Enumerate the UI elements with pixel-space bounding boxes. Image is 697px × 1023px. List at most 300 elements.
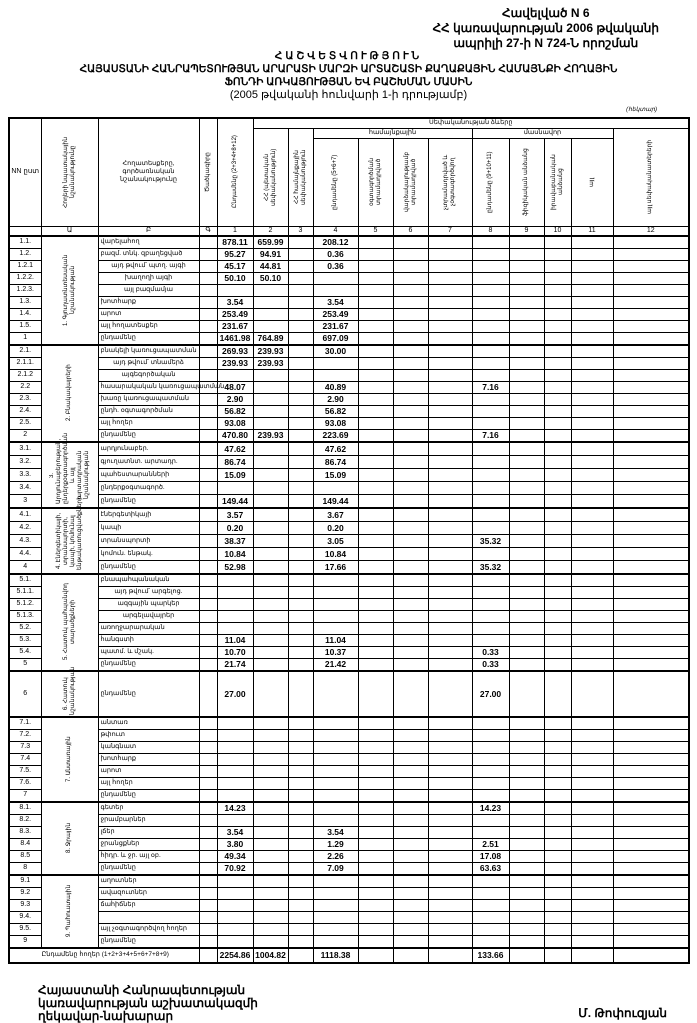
value-col-4: [313, 814, 358, 826]
signer-name: Մ. Թոփուզյան: [578, 1006, 667, 1020]
value-col-9: [509, 534, 544, 547]
grand-total-col-12: [613, 948, 689, 963]
value-col-10: [544, 899, 571, 911]
value-col-11: [571, 574, 613, 587]
value-col-7: [428, 481, 472, 494]
value-col-11: [571, 789, 613, 802]
value-col-11: [571, 753, 613, 765]
column-number: 6: [393, 226, 428, 236]
value-col-8: [472, 789, 509, 802]
value-col-10: [544, 574, 571, 587]
value-col-2: [253, 468, 288, 481]
value-col-3: [288, 236, 313, 249]
value-col-4: [313, 284, 358, 296]
value-col-6: [393, 308, 428, 320]
value-col-12: [613, 455, 689, 468]
header-private: մասնավոր: [472, 128, 613, 138]
value-col-12: [613, 717, 689, 730]
value-col-1: [217, 574, 253, 587]
value-col-8: [472, 547, 509, 560]
value-col-6: [393, 332, 428, 345]
land-type-name: կանգնատ: [98, 741, 199, 753]
value-col-10: [544, 777, 571, 789]
value-col-1: [217, 899, 253, 911]
row-number: 9.1: [9, 875, 41, 888]
section-label-text: 2. Բնակավայրերի: [66, 364, 72, 422]
value-col-5: [358, 547, 393, 560]
value-col-10: [544, 646, 571, 658]
value-col-9: [509, 646, 544, 658]
value-col-2: 239.93: [253, 345, 288, 358]
header-c12: այլ սեփականատերերի: [613, 128, 689, 226]
value-col-8: [472, 899, 509, 911]
value-col-8: [472, 417, 509, 429]
value-col-12: [613, 547, 689, 560]
value-col-11: [571, 765, 613, 777]
value-col-8: [472, 729, 509, 741]
code-cell: [199, 260, 217, 272]
land-type-name: պատմ. և մշակ.: [98, 646, 199, 658]
land-type-name: խաղողի այգի: [98, 272, 199, 284]
footer-line: ղեկավար-նախարար: [38, 1009, 174, 1023]
code-cell: [199, 586, 217, 598]
value-col-2: [253, 534, 288, 547]
value-col-7: [428, 442, 472, 456]
value-col-11: [571, 381, 613, 393]
value-col-8: [472, 357, 509, 369]
value-col-1: 95.27: [217, 248, 253, 260]
value-col-6: [393, 393, 428, 405]
row-number: 2.1.2: [9, 369, 41, 381]
section-label: [41, 495, 98, 574]
value-col-2: [253, 814, 288, 826]
value-col-4: 56.82: [313, 405, 358, 417]
value-col-10: [544, 911, 571, 923]
value-col-2: [253, 494, 288, 508]
value-col-11: [571, 455, 613, 468]
title-main: ՀԱՇՎԵՏՎՈՒԹՅՈՒՆ: [274, 50, 423, 62]
table-row: [9, 236, 689, 249]
value-col-10: [544, 405, 571, 417]
value-col-6: [393, 634, 428, 646]
code-cell: [199, 622, 217, 634]
value-col-9: [509, 610, 544, 622]
value-col-1: 149.44: [217, 494, 253, 508]
value-col-3: [288, 320, 313, 332]
land-type-name: վարելահող: [98, 236, 199, 249]
value-col-5: [358, 634, 393, 646]
value-col-8: [472, 494, 509, 508]
column-number: [9, 226, 41, 236]
value-col-11: [571, 911, 613, 923]
value-col-3: [288, 789, 313, 802]
value-col-3: [288, 455, 313, 468]
value-col-2: [253, 547, 288, 560]
value-col-2: [253, 671, 288, 717]
value-col-10: [544, 429, 571, 442]
value-col-11: [571, 272, 613, 284]
value-col-8: [472, 332, 509, 345]
value-col-3: [288, 534, 313, 547]
column-letter: Ա: [41, 226, 98, 236]
value-col-7: [428, 850, 472, 862]
value-col-1: 52.98: [217, 560, 253, 574]
value-col-12: [613, 481, 689, 494]
value-col-1: [217, 753, 253, 765]
value-col-5: [358, 574, 393, 587]
table-row: [9, 622, 689, 634]
row-number: 3.1.: [9, 442, 41, 456]
value-col-2: [253, 284, 288, 296]
value-col-5: [358, 494, 393, 508]
value-col-1: [217, 765, 253, 777]
value-col-5: [358, 610, 393, 622]
code-cell: [199, 284, 217, 296]
value-col-4: 3.05: [313, 534, 358, 547]
land-type-name: ընդամենը: [98, 862, 199, 875]
value-col-9: [509, 753, 544, 765]
table-row: [9, 646, 689, 658]
value-col-5: [358, 717, 393, 730]
value-col-2: [253, 838, 288, 850]
value-col-6: [393, 468, 428, 481]
value-col-2: 239.93: [253, 357, 288, 369]
value-col-6: [393, 574, 428, 587]
value-col-2: [253, 646, 288, 658]
land-type-name: այլ հողատեսքեր: [98, 320, 199, 332]
value-col-6: [393, 717, 428, 730]
value-col-9: [509, 765, 544, 777]
value-col-6: [393, 671, 428, 717]
value-col-1: 45.17: [217, 260, 253, 272]
table-row: [9, 634, 689, 646]
land-type-name: պահեստարանների: [98, 468, 199, 481]
land-type-name: ընդամենը: [98, 560, 199, 574]
value-col-2: [253, 729, 288, 741]
value-col-3: [288, 814, 313, 826]
value-col-1: 1461.98: [217, 332, 253, 345]
value-col-6: [393, 923, 428, 935]
value-col-4: [313, 671, 358, 717]
value-col-12: [613, 284, 689, 296]
value-col-11: [571, 248, 613, 260]
value-col-12: [613, 381, 689, 393]
table-row: [9, 521, 689, 534]
value-col-6: [393, 862, 428, 875]
grand-total-col-10: [544, 948, 571, 963]
value-col-1: [217, 598, 253, 610]
code-cell: [199, 442, 217, 456]
value-col-8: [472, 753, 509, 765]
value-col-6: [393, 429, 428, 442]
value-col-1: [217, 622, 253, 634]
value-col-7: [428, 789, 472, 802]
table-row: [9, 494, 689, 508]
code-cell: [199, 671, 217, 717]
value-col-4: 149.44: [313, 494, 358, 508]
row-number: 8.2.: [9, 814, 41, 826]
value-col-12: [613, 814, 689, 826]
section-label-text: 9. Պահուստային: [66, 884, 72, 938]
land-type-name: աղուտներ: [98, 875, 199, 888]
value-col-6: [393, 369, 428, 381]
value-col-12: [613, 899, 689, 911]
row-number: 9: [9, 935, 41, 948]
land-type-name: տրանսպորտի: [98, 534, 199, 547]
value-col-10: [544, 838, 571, 850]
value-col-5: [358, 357, 393, 369]
value-col-6: [393, 357, 428, 369]
value-col-5: [358, 442, 393, 456]
value-col-11: [571, 547, 613, 560]
land-type-name: ընդամենը: [98, 935, 199, 948]
value-col-3: [288, 369, 313, 381]
value-col-5: [358, 521, 393, 534]
grand-total-col-1: 2254.86: [217, 948, 253, 963]
value-col-12: [613, 850, 689, 862]
row-number: 9.3: [9, 899, 41, 911]
value-col-12: [613, 887, 689, 899]
land-type-name: այլ հողեր: [98, 417, 199, 429]
value-col-4: 0.36: [313, 260, 358, 272]
value-col-3: [288, 622, 313, 634]
value-col-2: [253, 622, 288, 634]
value-col-5: [358, 923, 393, 935]
row-number: 4.4.: [9, 547, 41, 560]
value-col-12: [613, 468, 689, 481]
value-col-10: [544, 765, 571, 777]
value-col-6: [393, 658, 428, 671]
value-col-5: [358, 345, 393, 358]
value-col-3: [288, 547, 313, 560]
table-row: [9, 777, 689, 789]
land-type-name: հասարակական կառուցապատման: [98, 381, 199, 393]
value-col-2: 44.81: [253, 260, 288, 272]
value-col-3: [288, 935, 313, 948]
table-row: [9, 508, 689, 522]
value-col-3: [288, 598, 313, 610]
section-label: [41, 802, 98, 875]
section-label-text: 1. Գյուղատնտեսական նշանակության: [62, 254, 76, 326]
land-type-name: ընդամենը: [98, 671, 199, 717]
value-col-1: [217, 875, 253, 888]
value-col-9: [509, 369, 544, 381]
value-col-11: [571, 284, 613, 296]
value-col-3: [288, 332, 313, 345]
value-col-12: [613, 777, 689, 789]
code-cell: [199, 741, 217, 753]
value-col-3: [288, 296, 313, 308]
value-col-12: [613, 838, 689, 850]
value-col-5: [358, 381, 393, 393]
value-col-4: 3.54: [313, 826, 358, 838]
value-col-7: [428, 911, 472, 923]
value-col-1: [217, 729, 253, 741]
value-col-3: [288, 481, 313, 494]
value-col-3: [288, 345, 313, 358]
value-col-11: [571, 935, 613, 948]
value-col-11: [571, 320, 613, 332]
value-col-1: [217, 814, 253, 826]
value-col-5: [358, 405, 393, 417]
value-col-6: [393, 494, 428, 508]
value-col-2: [253, 393, 288, 405]
value-col-2: [253, 481, 288, 494]
column-number: 11: [571, 226, 613, 236]
value-col-8: [472, 765, 509, 777]
code-cell: [199, 802, 217, 815]
value-col-6: [393, 741, 428, 753]
land-type-name: խոտհարք: [98, 296, 199, 308]
footer-line: կառավարության աշխատակազմի: [38, 996, 258, 1010]
code-cell: [199, 838, 217, 850]
value-col-4: [313, 789, 358, 802]
land-type-name: այգեգործական: [98, 369, 199, 381]
value-col-9: [509, 308, 544, 320]
value-col-10: [544, 547, 571, 560]
value-col-4: [313, 717, 358, 730]
row-number: 8.4: [9, 838, 41, 850]
value-col-6: [393, 481, 428, 494]
value-col-10: [544, 248, 571, 260]
value-col-10: [544, 442, 571, 456]
row-number: 8.5: [9, 850, 41, 862]
value-col-7: [428, 468, 472, 481]
value-col-6: [393, 646, 428, 658]
value-col-11: [571, 729, 613, 741]
value-col-9: [509, 802, 544, 815]
value-col-5: [358, 260, 393, 272]
value-col-9: [509, 923, 544, 935]
value-col-11: [571, 534, 613, 547]
value-col-1: 27.00: [217, 671, 253, 717]
code-cell: [199, 332, 217, 345]
value-col-10: [544, 272, 571, 284]
value-col-12: [613, 357, 689, 369]
value-col-10: [544, 887, 571, 899]
value-col-5: [358, 875, 393, 888]
table-row: [9, 393, 689, 405]
section-label-text: 5. Հատուկ պահպանվող տարածքների: [62, 583, 76, 661]
value-col-8: 0.33: [472, 658, 509, 671]
value-col-4: [313, 923, 358, 935]
value-col-9: [509, 345, 544, 358]
land-type-name: ընդամենը: [98, 429, 199, 442]
value-col-8: [472, 610, 509, 622]
land-type-name: այլ բազմամյա: [98, 284, 199, 296]
value-col-10: [544, 753, 571, 765]
value-col-9: [509, 417, 544, 429]
value-col-2: [253, 826, 288, 838]
row-number: 5.1.1.: [9, 586, 41, 598]
value-col-1: [217, 741, 253, 753]
value-col-11: [571, 862, 613, 875]
value-col-5: [358, 802, 393, 815]
value-col-5: [358, 862, 393, 875]
value-col-12: [613, 521, 689, 534]
value-col-8: [472, 308, 509, 320]
value-col-8: [472, 911, 509, 923]
value-col-12: [613, 405, 689, 417]
value-col-12: [613, 442, 689, 456]
value-col-5: [358, 765, 393, 777]
value-col-6: [393, 765, 428, 777]
value-col-7: [428, 935, 472, 948]
table-row: [9, 875, 689, 888]
section-label: [41, 875, 98, 948]
value-col-5: [358, 622, 393, 634]
value-col-11: [571, 393, 613, 405]
row-number: 4.1.: [9, 508, 41, 522]
value-col-12: [613, 789, 689, 802]
value-col-12: [613, 598, 689, 610]
value-col-7: [428, 658, 472, 671]
value-col-2: 659.99: [253, 236, 288, 249]
value-col-4: [313, 802, 358, 815]
value-col-11: [571, 345, 613, 358]
value-col-12: [613, 658, 689, 671]
value-col-2: [253, 634, 288, 646]
row-number: 3.2.: [9, 455, 41, 468]
value-col-1: 56.82: [217, 405, 253, 417]
value-col-11: [571, 802, 613, 815]
value-col-9: [509, 875, 544, 888]
value-col-9: [509, 586, 544, 598]
value-col-6: [393, 586, 428, 598]
value-col-12: [613, 393, 689, 405]
value-col-2: [253, 862, 288, 875]
value-col-4: [313, 586, 358, 598]
value-col-2: [253, 765, 288, 777]
value-col-11: [571, 717, 613, 730]
value-col-9: [509, 455, 544, 468]
value-col-10: [544, 802, 571, 815]
land-type-name: գյուղատնտ. արտադր.: [98, 455, 199, 468]
value-col-12: [613, 610, 689, 622]
value-col-8: [472, 508, 509, 522]
header-c7: չտրամադրված և չօգտագործվող: [428, 138, 472, 226]
value-col-4: 21.42: [313, 658, 358, 671]
land-type-name: հիդր. և ջր. այլ օբ.: [98, 850, 199, 862]
value-col-8: [472, 598, 509, 610]
code-cell: [199, 494, 217, 508]
table-row: [9, 658, 689, 671]
column-number: 12: [613, 226, 689, 236]
code-cell: [199, 899, 217, 911]
column-number: 5: [358, 226, 393, 236]
value-col-7: [428, 574, 472, 587]
value-col-2: [253, 610, 288, 622]
value-col-3: [288, 521, 313, 534]
value-col-8: [472, 481, 509, 494]
value-col-3: [288, 429, 313, 442]
value-col-7: [428, 765, 472, 777]
value-col-3: [288, 574, 313, 587]
land-type-name: կոմուն. ենթակ.: [98, 547, 199, 560]
value-col-1: 878.11: [217, 236, 253, 249]
value-col-9: [509, 560, 544, 574]
table-row: [9, 481, 689, 494]
land-type-name: գետեր: [98, 802, 199, 815]
table-row: [9, 741, 689, 753]
row-number: 8: [9, 862, 41, 875]
code-cell: [199, 405, 217, 417]
value-col-8: [472, 248, 509, 260]
table-row: [9, 272, 689, 284]
land-type-name: կապի: [98, 521, 199, 534]
value-col-10: [544, 610, 571, 622]
value-col-10: [544, 789, 571, 802]
